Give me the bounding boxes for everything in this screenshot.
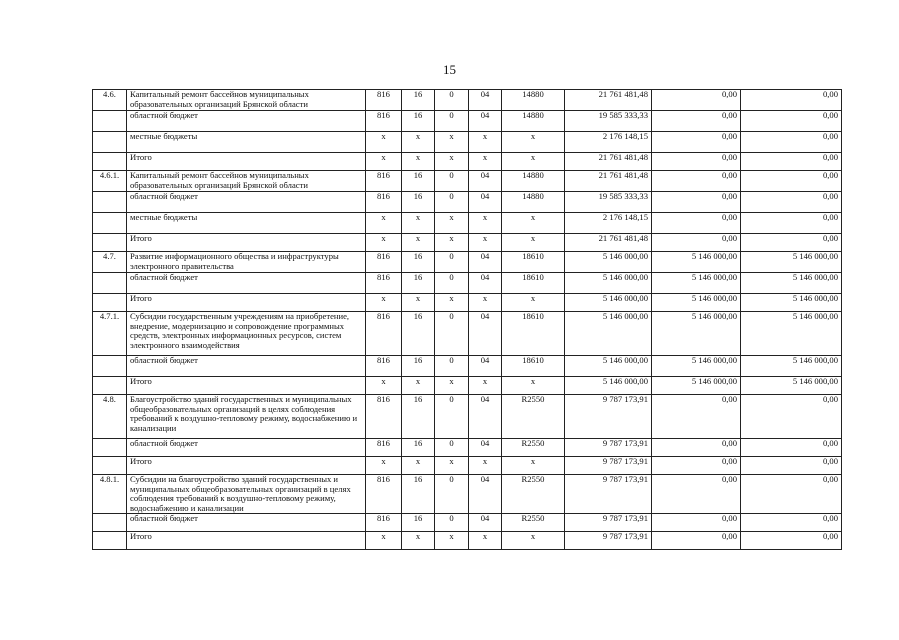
- code-program-cell: 16: [402, 395, 435, 439]
- code-direction-cell: 14880: [502, 171, 565, 192]
- code-program-cell: x: [402, 132, 435, 153]
- code-direction-cell: x: [502, 532, 565, 550]
- amount-year2-cell: 0,00: [652, 234, 741, 252]
- row-name-cell: Итого: [127, 234, 366, 252]
- code-direction-cell: x: [502, 213, 565, 234]
- code-subprogram-cell: 0: [435, 273, 469, 294]
- amount-year1-cell: 2 176 148,15: [565, 213, 652, 234]
- table-body: [93, 90, 842, 550]
- amount-year1-cell: 21 761 481,48: [565, 171, 652, 192]
- amount-year1-cell: 5 146 000,00: [565, 312, 652, 356]
- row-name-cell: Субсидии на благоустройство зданий государственных и муниципальных общеобразовательных организаций в целях соблюдения требований к воздушно-тепловому режиму, водоснабжению и канализации: [127, 475, 366, 514]
- amount-year1-cell: 9 787 173,91: [565, 439, 652, 457]
- code-program-cell: x: [402, 213, 435, 234]
- amount-year3-cell: 0,00: [741, 132, 842, 153]
- amount-year3-cell: 0,00: [741, 395, 842, 439]
- row-number-cell: [93, 213, 127, 234]
- code-task-cell: x: [469, 294, 502, 312]
- code-direction-cell: x: [502, 457, 565, 475]
- row-number-cell: [93, 111, 127, 132]
- code-admin-cell: 816: [366, 439, 402, 457]
- table-row: [93, 192, 842, 213]
- row-name-cell: областной бюджет: [127, 356, 366, 377]
- code-subprogram-cell: x: [435, 153, 469, 171]
- amount-year1-cell: 5 146 000,00: [565, 294, 652, 312]
- amount-year3-cell: 0,00: [741, 457, 842, 475]
- table-row: [93, 132, 842, 153]
- code-task-cell: x: [469, 132, 502, 153]
- amount-year1-cell: 9 787 173,91: [565, 457, 652, 475]
- code-task-cell: 04: [469, 192, 502, 213]
- amount-year1-cell: 9 787 173,91: [565, 395, 652, 439]
- amount-year2-cell: 0,00: [652, 132, 741, 153]
- amount-year1-cell: 9 787 173,91: [565, 532, 652, 550]
- code-subprogram-cell: x: [435, 294, 469, 312]
- code-subprogram-cell: 0: [435, 252, 469, 273]
- amount-year1-cell: 9 787 173,91: [565, 514, 652, 532]
- amount-year1-cell: 21 761 481,48: [565, 234, 652, 252]
- amount-year3-cell: 0,00: [741, 171, 842, 192]
- amount-year1-cell: 21 761 481,48: [565, 153, 652, 171]
- code-direction-cell: x: [502, 377, 565, 395]
- amount-year2-cell: 0,00: [652, 457, 741, 475]
- code-direction-cell: x: [502, 132, 565, 153]
- code-subprogram-cell: x: [435, 132, 469, 153]
- amount-year2-cell: 5 146 000,00: [652, 273, 741, 294]
- code-task-cell: x: [469, 234, 502, 252]
- code-task-cell: x: [469, 153, 502, 171]
- amount-year3-cell: 5 146 000,00: [741, 252, 842, 273]
- code-subprogram-cell: 0: [435, 192, 469, 213]
- code-direction-cell: 18610: [502, 356, 565, 377]
- amount-year2-cell: 5 146 000,00: [652, 377, 741, 395]
- table-row: [93, 294, 842, 312]
- row-name-cell: Капитальный ремонт бассейнов муниципальных образовательных организаций Брянской области: [127, 90, 366, 111]
- code-subprogram-cell: x: [435, 213, 469, 234]
- table-row: [93, 90, 842, 111]
- code-program-cell: 16: [402, 90, 435, 111]
- row-number-cell: [93, 457, 127, 475]
- amount-year3-cell: 0,00: [741, 234, 842, 252]
- amount-year1-cell: 5 146 000,00: [565, 273, 652, 294]
- code-subprogram-cell: 0: [435, 90, 469, 111]
- code-task-cell: x: [469, 377, 502, 395]
- amount-year2-cell: 5 146 000,00: [652, 252, 741, 273]
- table-row: [93, 439, 842, 457]
- code-admin-cell: 816: [366, 475, 402, 514]
- row-name-cell: Капитальный ремонт бассейнов муниципальных образовательных организаций Брянской области: [127, 171, 366, 192]
- code-subprogram-cell: 0: [435, 171, 469, 192]
- code-task-cell: x: [469, 457, 502, 475]
- amount-year2-cell: 0,00: [652, 153, 741, 171]
- row-number-cell: [93, 377, 127, 395]
- code-task-cell: x: [469, 532, 502, 550]
- table-row: [93, 213, 842, 234]
- page-number: 15: [443, 62, 456, 77]
- amount-year1-cell: 9 787 173,91: [565, 475, 652, 514]
- code-program-cell: 16: [402, 252, 435, 273]
- code-admin-cell: x: [366, 132, 402, 153]
- row-number-cell: 4.6.1.: [93, 171, 127, 192]
- table-row: [93, 475, 842, 514]
- code-program-cell: x: [402, 294, 435, 312]
- amount-year2-cell: 0,00: [652, 90, 741, 111]
- amount-year1-cell: 19 585 333,33: [565, 111, 652, 132]
- code-admin-cell: 816: [366, 192, 402, 213]
- code-program-cell: 16: [402, 475, 435, 514]
- code-program-cell: 16: [402, 514, 435, 532]
- amount-year3-cell: 0,00: [741, 192, 842, 213]
- amount-year3-cell: 0,00: [741, 475, 842, 514]
- code-task-cell: 04: [469, 312, 502, 356]
- code-task-cell: 04: [469, 395, 502, 439]
- amount-year1-cell: 21 761 481,48: [565, 90, 652, 111]
- code-program-cell: x: [402, 532, 435, 550]
- row-name-cell: областной бюджет: [127, 514, 366, 532]
- amount-year3-cell: 0,00: [741, 514, 842, 532]
- table-row: [93, 377, 842, 395]
- row-number-cell: 4.7.: [93, 252, 127, 273]
- code-direction-cell: 18610: [502, 273, 565, 294]
- code-task-cell: 04: [469, 171, 502, 192]
- code-subprogram-cell: x: [435, 532, 469, 550]
- table-row: [93, 234, 842, 252]
- code-admin-cell: 816: [366, 356, 402, 377]
- amount-year2-cell: 0,00: [652, 192, 741, 213]
- row-name-cell: Итого: [127, 153, 366, 171]
- code-task-cell: 04: [469, 475, 502, 514]
- amount-year3-cell: 5 146 000,00: [741, 273, 842, 294]
- row-name-cell: Развитие информационного общества и инфраструктуры электронного правительства: [127, 252, 366, 273]
- table-row: [93, 514, 842, 532]
- table-row: [93, 395, 842, 439]
- row-name-cell: Итого: [127, 532, 366, 550]
- code-direction-cell: R2550: [502, 439, 565, 457]
- code-task-cell: 04: [469, 514, 502, 532]
- row-name-cell: Итого: [127, 377, 366, 395]
- code-program-cell: x: [402, 153, 435, 171]
- code-direction-cell: x: [502, 234, 565, 252]
- code-admin-cell: x: [366, 213, 402, 234]
- code-program-cell: 16: [402, 439, 435, 457]
- amount-year3-cell: 0,00: [741, 153, 842, 171]
- code-admin-cell: x: [366, 532, 402, 550]
- code-direction-cell: 18610: [502, 312, 565, 356]
- amount-year1-cell: 19 585 333,33: [565, 192, 652, 213]
- code-admin-cell: 816: [366, 90, 402, 111]
- amount-year2-cell: 5 146 000,00: [652, 294, 741, 312]
- row-name-cell: Субсидии государственным учреждениям на приобретение, внедрение, модернизацию и сопровождение программных средств, электронных информационных ресурсов, систем электронного взаимодействия: [127, 312, 366, 356]
- code-subprogram-cell: 0: [435, 439, 469, 457]
- code-admin-cell: 816: [366, 171, 402, 192]
- row-name-cell: местные бюджеты: [127, 132, 366, 153]
- amount-year2-cell: 0,00: [652, 514, 741, 532]
- code-program-cell: x: [402, 377, 435, 395]
- code-program-cell: x: [402, 457, 435, 475]
- code-task-cell: x: [469, 213, 502, 234]
- row-number-cell: 4.7.1.: [93, 312, 127, 356]
- row-number-cell: [93, 192, 127, 213]
- row-name-cell: Итого: [127, 294, 366, 312]
- code-task-cell: 04: [469, 439, 502, 457]
- code-direction-cell: 18610: [502, 252, 565, 273]
- amount-year1-cell: 5 146 000,00: [565, 252, 652, 273]
- code-subprogram-cell: x: [435, 234, 469, 252]
- table-row: [93, 532, 842, 550]
- code-admin-cell: x: [366, 153, 402, 171]
- code-task-cell: 04: [469, 111, 502, 132]
- code-admin-cell: x: [366, 377, 402, 395]
- code-subprogram-cell: x: [435, 457, 469, 475]
- code-task-cell: 04: [469, 356, 502, 377]
- code-admin-cell: x: [366, 294, 402, 312]
- row-name-cell: областной бюджет: [127, 439, 366, 457]
- row-number-cell: [93, 439, 127, 457]
- row-number-cell: 4.8.1.: [93, 475, 127, 514]
- code-admin-cell: x: [366, 234, 402, 252]
- code-direction-cell: 14880: [502, 192, 565, 213]
- amount-year2-cell: 0,00: [652, 475, 741, 514]
- code-program-cell: 16: [402, 111, 435, 132]
- amount-year3-cell: 0,00: [741, 111, 842, 132]
- code-subprogram-cell: 0: [435, 111, 469, 132]
- code-program-cell: 16: [402, 171, 435, 192]
- code-admin-cell: 816: [366, 312, 402, 356]
- code-direction-cell: R2550: [502, 514, 565, 532]
- row-number-cell: [93, 532, 127, 550]
- amount-year3-cell: 0,00: [741, 532, 842, 550]
- code-direction-cell: x: [502, 294, 565, 312]
- code-task-cell: 04: [469, 90, 502, 111]
- amount-year2-cell: 0,00: [652, 395, 741, 439]
- row-name-cell: областной бюджет: [127, 192, 366, 213]
- row-number-cell: [93, 132, 127, 153]
- amount-year1-cell: 2 176 148,15: [565, 132, 652, 153]
- amount-year2-cell: 5 146 000,00: [652, 356, 741, 377]
- amount-year2-cell: 0,00: [652, 532, 741, 550]
- code-program-cell: 16: [402, 356, 435, 377]
- code-subprogram-cell: 0: [435, 514, 469, 532]
- table-row: [93, 252, 842, 273]
- code-task-cell: 04: [469, 273, 502, 294]
- table-row: [93, 356, 842, 377]
- budget-table: [92, 89, 842, 550]
- row-number-cell: [93, 153, 127, 171]
- row-number-cell: [93, 356, 127, 377]
- code-direction-cell: x: [502, 153, 565, 171]
- amount-year3-cell: 0,00: [741, 213, 842, 234]
- code-subprogram-cell: 0: [435, 312, 469, 356]
- code-subprogram-cell: x: [435, 377, 469, 395]
- code-subprogram-cell: 0: [435, 395, 469, 439]
- code-admin-cell: 816: [366, 273, 402, 294]
- code-admin-cell: 816: [366, 111, 402, 132]
- code-program-cell: x: [402, 234, 435, 252]
- amount-year2-cell: 0,00: [652, 213, 741, 234]
- code-program-cell: 16: [402, 312, 435, 356]
- table-row: [93, 153, 842, 171]
- code-direction-cell: 14880: [502, 111, 565, 132]
- code-direction-cell: R2550: [502, 395, 565, 439]
- table-row: [93, 312, 842, 356]
- row-number-cell: [93, 294, 127, 312]
- code-task-cell: 04: [469, 252, 502, 273]
- table-row: [93, 273, 842, 294]
- amount-year2-cell: 5 146 000,00: [652, 312, 741, 356]
- row-number-cell: [93, 234, 127, 252]
- code-admin-cell: 816: [366, 514, 402, 532]
- table-row: [93, 111, 842, 132]
- row-number-cell: 4.6.: [93, 90, 127, 111]
- code-direction-cell: R2550: [502, 475, 565, 514]
- code-admin-cell: x: [366, 457, 402, 475]
- amount-year2-cell: 0,00: [652, 171, 741, 192]
- amount-year2-cell: 0,00: [652, 439, 741, 457]
- code-direction-cell: 14880: [502, 90, 565, 111]
- amount-year1-cell: 5 146 000,00: [565, 356, 652, 377]
- table-row: [93, 171, 842, 192]
- row-number-cell: [93, 273, 127, 294]
- row-name-cell: Итого: [127, 457, 366, 475]
- amount-year3-cell: 0,00: [741, 90, 842, 111]
- amount-year1-cell: 5 146 000,00: [565, 377, 652, 395]
- code-admin-cell: 816: [366, 252, 402, 273]
- table-row: [93, 457, 842, 475]
- row-name-cell: областной бюджет: [127, 111, 366, 132]
- row-name-cell: Благоустройство зданий государственных и муниципальных общеобразовательных организаций в целях соблюдения требований к воздушно-тепловому режиму, водоснабжению и канализации: [127, 395, 366, 439]
- code-subprogram-cell: 0: [435, 356, 469, 377]
- row-number-cell: 4.8.: [93, 395, 127, 439]
- code-program-cell: 16: [402, 192, 435, 213]
- amount-year2-cell: 0,00: [652, 111, 741, 132]
- code-program-cell: 16: [402, 273, 435, 294]
- code-subprogram-cell: 0: [435, 475, 469, 514]
- row-name-cell: областной бюджет: [127, 273, 366, 294]
- row-name-cell: местные бюджеты: [127, 213, 366, 234]
- amount-year3-cell: 5 146 000,00: [741, 294, 842, 312]
- amount-year3-cell: 5 146 000,00: [741, 356, 842, 377]
- amount-year3-cell: 5 146 000,00: [741, 312, 842, 356]
- row-number-cell: [93, 514, 127, 532]
- code-admin-cell: 816: [366, 395, 402, 439]
- amount-year3-cell: 0,00: [741, 439, 842, 457]
- amount-year3-cell: 5 146 000,00: [741, 377, 842, 395]
